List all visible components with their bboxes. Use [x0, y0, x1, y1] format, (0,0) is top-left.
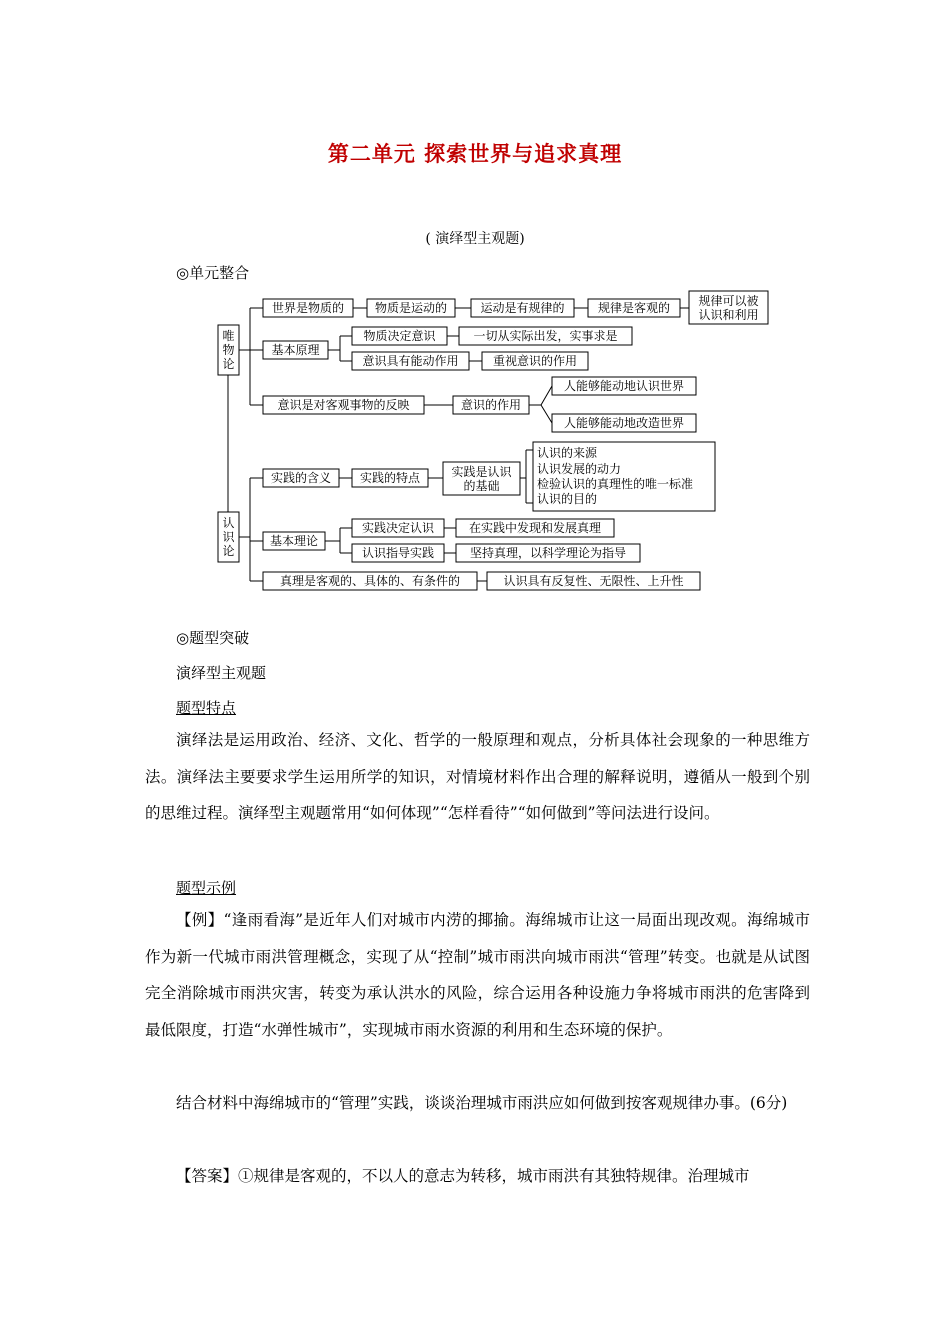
example-text: “逢雨看海”是近年人们对城市内涝的揶揄。海绵城市让这一局面出现改观。海绵城市作为新一代城市雨洪管理概念，实现了从“控制”城市雨洪向城市雨洪“管理”转变。也就是从试图完全消除城市雨洪灾害，转变为承认洪水的风险，综合运用各种设施力争将城市雨洪的危害降到最低限度，打造“水弹性城市”，实现城市雨水资源的利用和生态环境的保护。 [145, 911, 810, 1039]
node-law-knowable-1: 规律可以被 [698, 294, 759, 308]
example-heading: 题型示例 [176, 879, 237, 897]
section-unit-integration: ◎单元整合 [176, 264, 250, 282]
node-consciousness-active: 意识具有能动作用 [362, 354, 459, 368]
root-epistemology [218, 512, 239, 562]
root-materialism [218, 325, 239, 375]
answer-tag: 【答案】 [176, 1167, 239, 1185]
node-knowledge-purpose: 认识的目的 [537, 492, 598, 506]
node-law-knowable-2: 认识和利用 [698, 308, 759, 322]
answer-paragraph [145, 1158, 810, 1195]
section-question-breakthrough: ◎题型突破 [176, 629, 250, 647]
feature-paragraph: 演绎法是运用政治、经济、文化、哲学的一般原理和观点，分析具体社会现象的一种思维方法。演绎法主要要求学生运用所学的知识，对情境材料作出合理的解释说明，遵循从一般到个别的思维过程。演绎型主观题常用“如何体现”“怎样看待”“如何做到”等问法进行设问。 [145, 731, 810, 822]
feature-heading: 题型特点 [176, 699, 237, 717]
node-change-world: 人能够能动地改造世界 [563, 416, 685, 430]
sub-heading: 演绎型主观题 [176, 664, 267, 682]
node-practice-meaning: 实践的含义 [270, 471, 332, 485]
node-practice-basis-2: 的基础 [463, 479, 500, 493]
svg-text:唯: 唯 [222, 329, 235, 343]
example-paragraph [145, 902, 810, 1048]
svg-text:物: 物 [222, 343, 235, 357]
svg-text:论: 论 [222, 544, 235, 558]
node-uphold-truth: 坚持真理，以科学理论为指导 [469, 546, 627, 560]
node-develop-truth: 在实践中发现和发展真理 [468, 521, 602, 535]
svg-text:论: 论 [222, 357, 235, 371]
node-practice-feature: 实践的特点 [359, 471, 421, 485]
node-consciousness-role: 意识的作用 [460, 398, 522, 412]
node-basic-theory: 基本理论 [269, 534, 319, 548]
node-practice-decides: 实践决定认识 [361, 521, 435, 535]
node-knowledge-guides: 认识指导实践 [361, 546, 435, 560]
question-paragraph: 结合材料中海绵城市的“管理”实践，谈谈治理城市雨洪应如何做到按客观规律办事。(6分) [176, 1094, 788, 1112]
node-knowledge-repeat: 认识具有反复性、无限性、上升性 [503, 574, 684, 588]
node-matter-decides: 物质决定意识 [363, 329, 436, 343]
node-motion-law: 运动是有规律的 [480, 301, 565, 315]
node-truth-objective: 真理是客观的、具体的、有条件的 [279, 574, 461, 588]
document-title: 第二单元 探索世界与追求真理 [327, 142, 623, 166]
answer-text: ①规律是客观的，不以人的意志为转移，城市雨洪有其独特规律。治理城市 [238, 1167, 750, 1185]
node-world-material: 世界是物质的 [271, 301, 345, 315]
svg-text:认: 认 [222, 516, 235, 530]
node-practice-basis-1: 实践是认识 [451, 465, 512, 479]
node-knowledge-driver: 认识发展的动力 [537, 462, 622, 476]
node-value-consciousness: 重视意识的作用 [492, 354, 578, 368]
svg-text:识: 识 [222, 530, 235, 544]
document-subtitle: ( 演绎型主观题) [425, 231, 525, 247]
node-basic-principle: 基本原理 [271, 343, 320, 357]
node-truth-standard: 检验认识的真理性的唯一标准 [537, 477, 694, 491]
node-knowledge-source: 认识的来源 [537, 446, 598, 460]
node-law-objective: 规律是客观的 [597, 301, 671, 315]
example-tag: 【例】 [176, 911, 224, 929]
concept-map [215, 290, 775, 595]
node-reflection: 意识是对客观事物的反映 [277, 398, 410, 412]
node-matter-motion: 物质是运动的 [374, 301, 448, 315]
node-know-world: 人能够能动地认识世界 [563, 379, 685, 393]
node-practical: 一切从实际出发，实事求是 [473, 329, 618, 343]
